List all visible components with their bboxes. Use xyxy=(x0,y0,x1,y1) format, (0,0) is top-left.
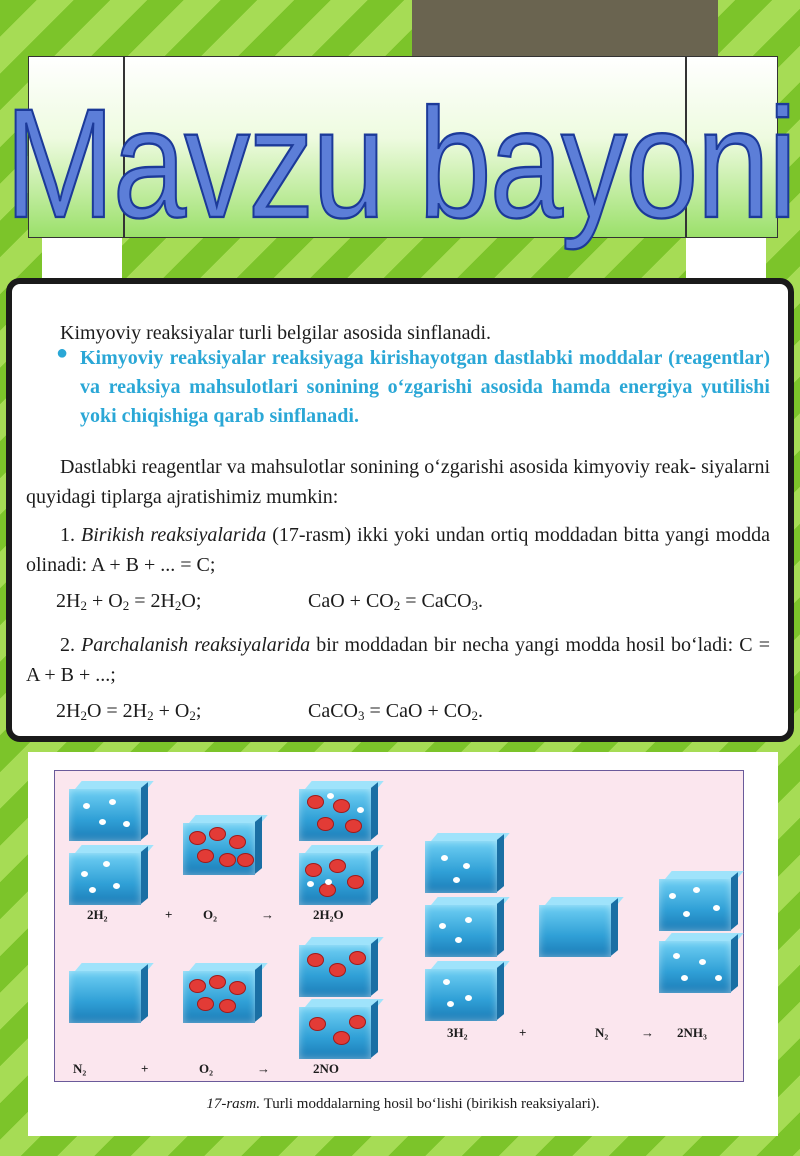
label-2h2o: 2H₂O xyxy=(313,907,344,922)
n2-molecule-box xyxy=(69,971,141,1023)
text-panel xyxy=(6,278,794,742)
no-molecule-box xyxy=(299,1007,371,1059)
figure-17 xyxy=(54,770,744,1082)
item-1 xyxy=(26,520,770,580)
label-2no: 2NO xyxy=(313,1061,339,1076)
h2-molecule-box xyxy=(69,853,141,905)
figure-caption xyxy=(28,1096,778,1113)
label-arrow: → xyxy=(261,907,274,922)
h2-molecule-box xyxy=(69,789,141,841)
equation-caco3-decomposition: CaCO$_3$ = CaO + $CO_2$. xyxy=(308,700,484,723)
bullet-dot-icon: ● xyxy=(56,342,69,364)
figure-panel xyxy=(28,752,778,1136)
h2-molecule-box xyxy=(425,841,497,893)
label-n2: N₂ xyxy=(73,1061,87,1076)
item-2 xyxy=(26,630,770,690)
slide-title: Mavzu bayoni xyxy=(4,76,796,251)
item-2-term: Parchalanish reaksiyalarida xyxy=(81,634,311,656)
item-2-number: 2. xyxy=(60,634,75,656)
caption-text: Turli moddalarning hosil bo‘lishi (birikish reaksiyalari). xyxy=(263,1096,600,1112)
label-plus: + xyxy=(141,1061,149,1076)
h2-molecule-box xyxy=(425,905,497,957)
nh3-molecule-box xyxy=(659,879,731,931)
header-tab xyxy=(412,0,718,56)
item-2-rest: bir moddadan bir necha yangi modda hosil bo‘ladi: C = A + B + ...; xyxy=(26,634,770,686)
label-arrow: → xyxy=(641,1025,654,1040)
label-o2: O₂ xyxy=(203,907,218,922)
equation-caco3-formation: CaO + $CO_2$ = CaCO$_3$. xyxy=(308,590,484,613)
item-1-number: 1. xyxy=(60,524,75,546)
no-molecule-box xyxy=(299,945,371,997)
paragraph-types: Dastlabki reagentlar va mahsulotlar sonining o‘zgarishi asosida kimyoviy reak- siyalarni quyidagi tiplarga ajratishimiz mumkin: xyxy=(26,456,770,508)
intro-text: Kimyoviy reaksiyalar turli belgilar asosida sinflanadi. xyxy=(60,322,491,344)
label-plus: + xyxy=(165,907,173,922)
h2o-molecule-box xyxy=(299,853,371,905)
o2-molecule-box xyxy=(183,823,255,875)
label-arrow: → xyxy=(257,1061,270,1076)
label-3h2: 3H₂ xyxy=(447,1025,468,1040)
label-n2: N₂ xyxy=(595,1025,609,1040)
label-2h2: 2H₂ xyxy=(87,907,108,922)
label-o2: O₂ xyxy=(199,1061,214,1076)
o2-molecule-box xyxy=(183,971,255,1023)
item-1-rest: (17-rasm) ikki yoki undan ortiq moddadan bitta yangi modda olinadi: A + B + ... = C; xyxy=(26,524,771,576)
h2-molecule-box xyxy=(425,969,497,1021)
equation-water-decomposition: $2H_2O = 2H_2 + O_2$; xyxy=(56,700,202,723)
equation-water-formation: $2H_2 + O_2 = 2H_2O$; xyxy=(56,590,202,613)
bullet-text: Kimyoviy reaksiyalar reaksiyaga kirishayotgan dastlabki moddalar (reagentlar) va reaksiya mahsulotlari sonining o‘zgarishi asosida hamda energiya yutilishi yoki chiqishiga qarab sinflanadi. xyxy=(80,347,770,427)
h2o-molecule-box xyxy=(299,789,371,841)
label-2nh3: 2NH₃ xyxy=(677,1025,707,1040)
caption-ref: 17-rasm. xyxy=(206,1096,261,1112)
nh3-molecule-box xyxy=(659,941,731,993)
label-plus: + xyxy=(519,1025,527,1040)
item-1-term: Birikish reaksiyalarida xyxy=(81,524,267,546)
n2-molecule-box xyxy=(539,905,611,957)
